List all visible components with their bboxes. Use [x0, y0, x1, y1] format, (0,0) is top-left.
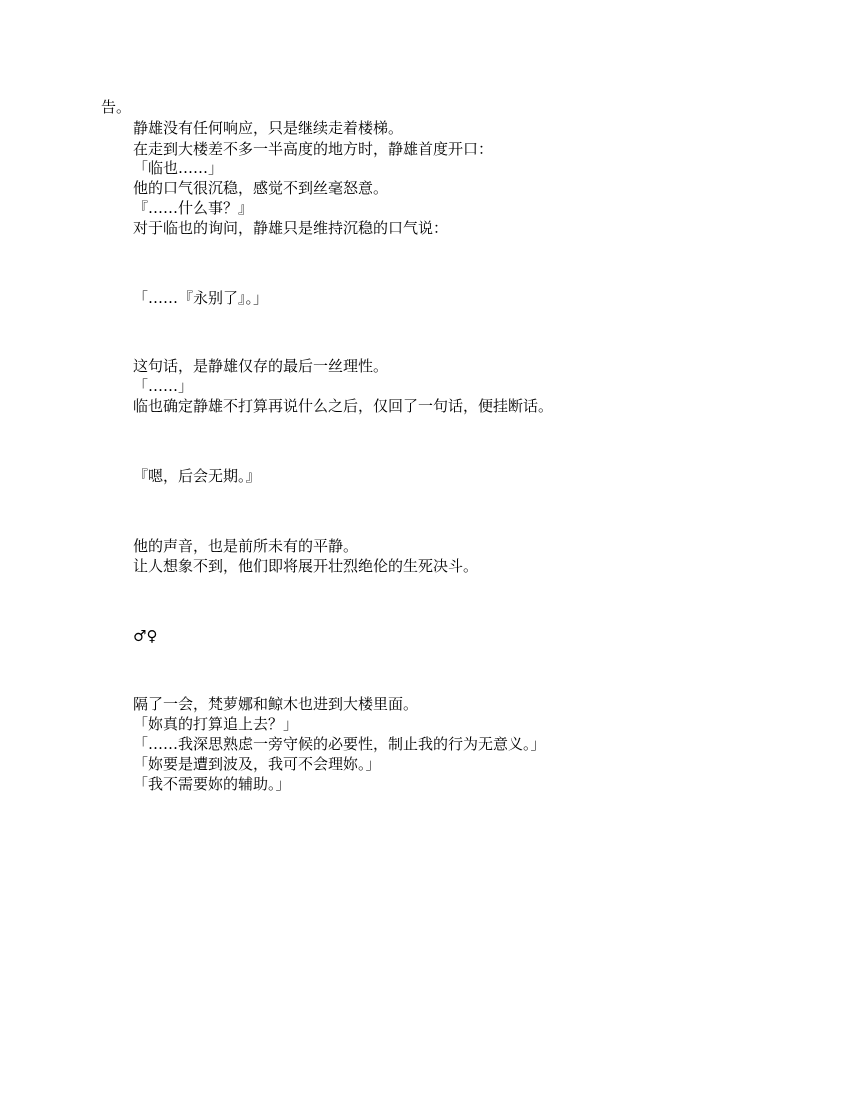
text-line: 「……『永别了』。」: [133, 289, 269, 307]
text-line: 「……我深思熟虑一旁守候的必要性，制止我的行为无意义。」: [133, 735, 546, 753]
text-line: 他的口气很沉稳，感觉不到丝毫怒意。: [133, 179, 389, 197]
text-line: 『嗯，后会无期。』: [133, 467, 261, 485]
text-line: 隔了一会，梵萝娜和鲸木也进到大楼里面。: [133, 695, 419, 713]
text-line: 这句话，是静雄仅存的最后一丝理性。: [133, 357, 389, 375]
text-line: 让人想象不到，他们即将展开壮烈绝伦的生死决斗。: [133, 557, 479, 575]
text-line: 「我不需要妳的辅助。」: [133, 775, 291, 793]
text-line: 对于临也的询问，静雄只是维持沉稳的口气说：: [133, 219, 449, 237]
text-line: 「妳真的打算追上去？」: [133, 715, 299, 733]
text-line: 『……什么事？』: [133, 199, 254, 217]
text-line: 临也确定静雄不打算再说什么之后，仅回了一句话，便挂断话。: [133, 397, 554, 415]
section-break-symbol: ♂♀: [133, 627, 158, 645]
text-line: 「……」: [133, 377, 194, 395]
text-line: 他的声音，也是前所未有的平静。: [133, 537, 359, 555]
text-line: 「临也……」: [133, 159, 224, 177]
text-line: 告。: [101, 98, 132, 116]
text-line: 在走到大楼差不多一半高度的地方时，静雄首度开口：: [133, 140, 494, 158]
text-line: 静雄没有任何响应，只是继续走着楼梯。: [133, 119, 404, 137]
text-line: 「妳要是遭到波及，我可不会理妳。」: [133, 755, 381, 773]
